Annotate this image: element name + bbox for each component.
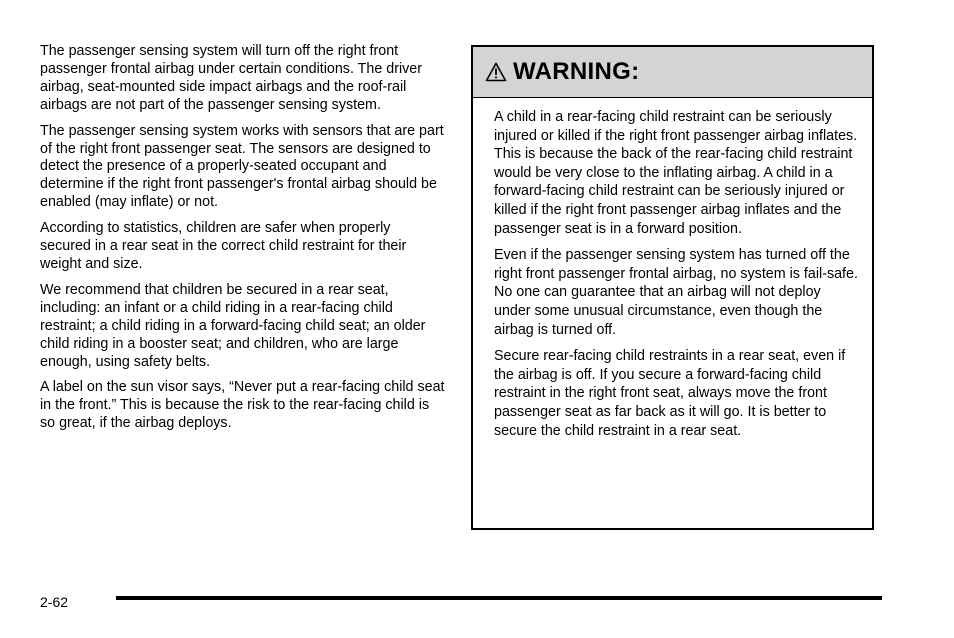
warning-triangle-icon bbox=[485, 62, 507, 82]
warning-paragraph: A child in a rear-facing child restraint can be seriously injured or killed if the right front passenger airbag inflates. This is because the back of the rear-facing child restraint would be very close to the inflating airbag. A child in a forward-facing child restraint can be seriously injured or killed if the right front passenger airbag inflates and the passenger seat is in a forward position. bbox=[494, 109, 858, 237]
body-paragraph: We recommend that children be secured in a rear seat, including: an infant or a child riding in a rear-facing child restraint; a child riding in a forward-facing child seat; an older child riding in a booster seat; and children, who are large enough, using safety belts. bbox=[40, 281, 426, 370]
page-number: 2-62 bbox=[40, 594, 69, 610]
body-paragraph: According to statistics, children are safer when properly secured in a rear seat in the correct child restraint for their weight and size. bbox=[40, 220, 407, 272]
warning-paragraph: Secure rear-facing child restraints in a rear seat, even if the airbag is off. If you secure a forward-facing child restraint in the right front seat, always move the front passenger seat as far back as it will go. It is better to secure the child restraint in a rear seat. bbox=[494, 348, 846, 439]
warning-paragraph: Even if the passenger sensing system has turned off the right front passenger frontal airbag, no system is fail-safe. No one can guarantee that an airbag will not deploy under some unusual circumstance, even though the airbag is turned off. bbox=[494, 247, 858, 338]
warning-body bbox=[473, 98, 872, 440]
footer-rule bbox=[116, 596, 882, 600]
body-paragraph: A label on the sun visor says, “Never put a rear-facing child seat in the front.” This is because the risk to the rear-facing child is so great, if the airbag deploys. bbox=[40, 379, 445, 432]
body-paragraph: The passenger sensing system will turn off the right front passenger frontal airbag under certain conditions. The driver airbag, seat-mounted side impact airbags and the roof-rail airbags are not part of the passenger sensing system. bbox=[40, 43, 423, 113]
warning-header bbox=[473, 47, 872, 98]
body-paragraph: The passenger sensing system works with sensors that are part of the right front passenger seat. The sensors are designed to detect the presence of a properly-seated occupant and determine if the right front passenger's frontal airbag should be enabled (may inflate) or not. bbox=[40, 122, 444, 211]
body-text-column bbox=[40, 43, 445, 441]
warning-box bbox=[471, 45, 874, 530]
warning-title: WARNING: bbox=[513, 58, 640, 85]
